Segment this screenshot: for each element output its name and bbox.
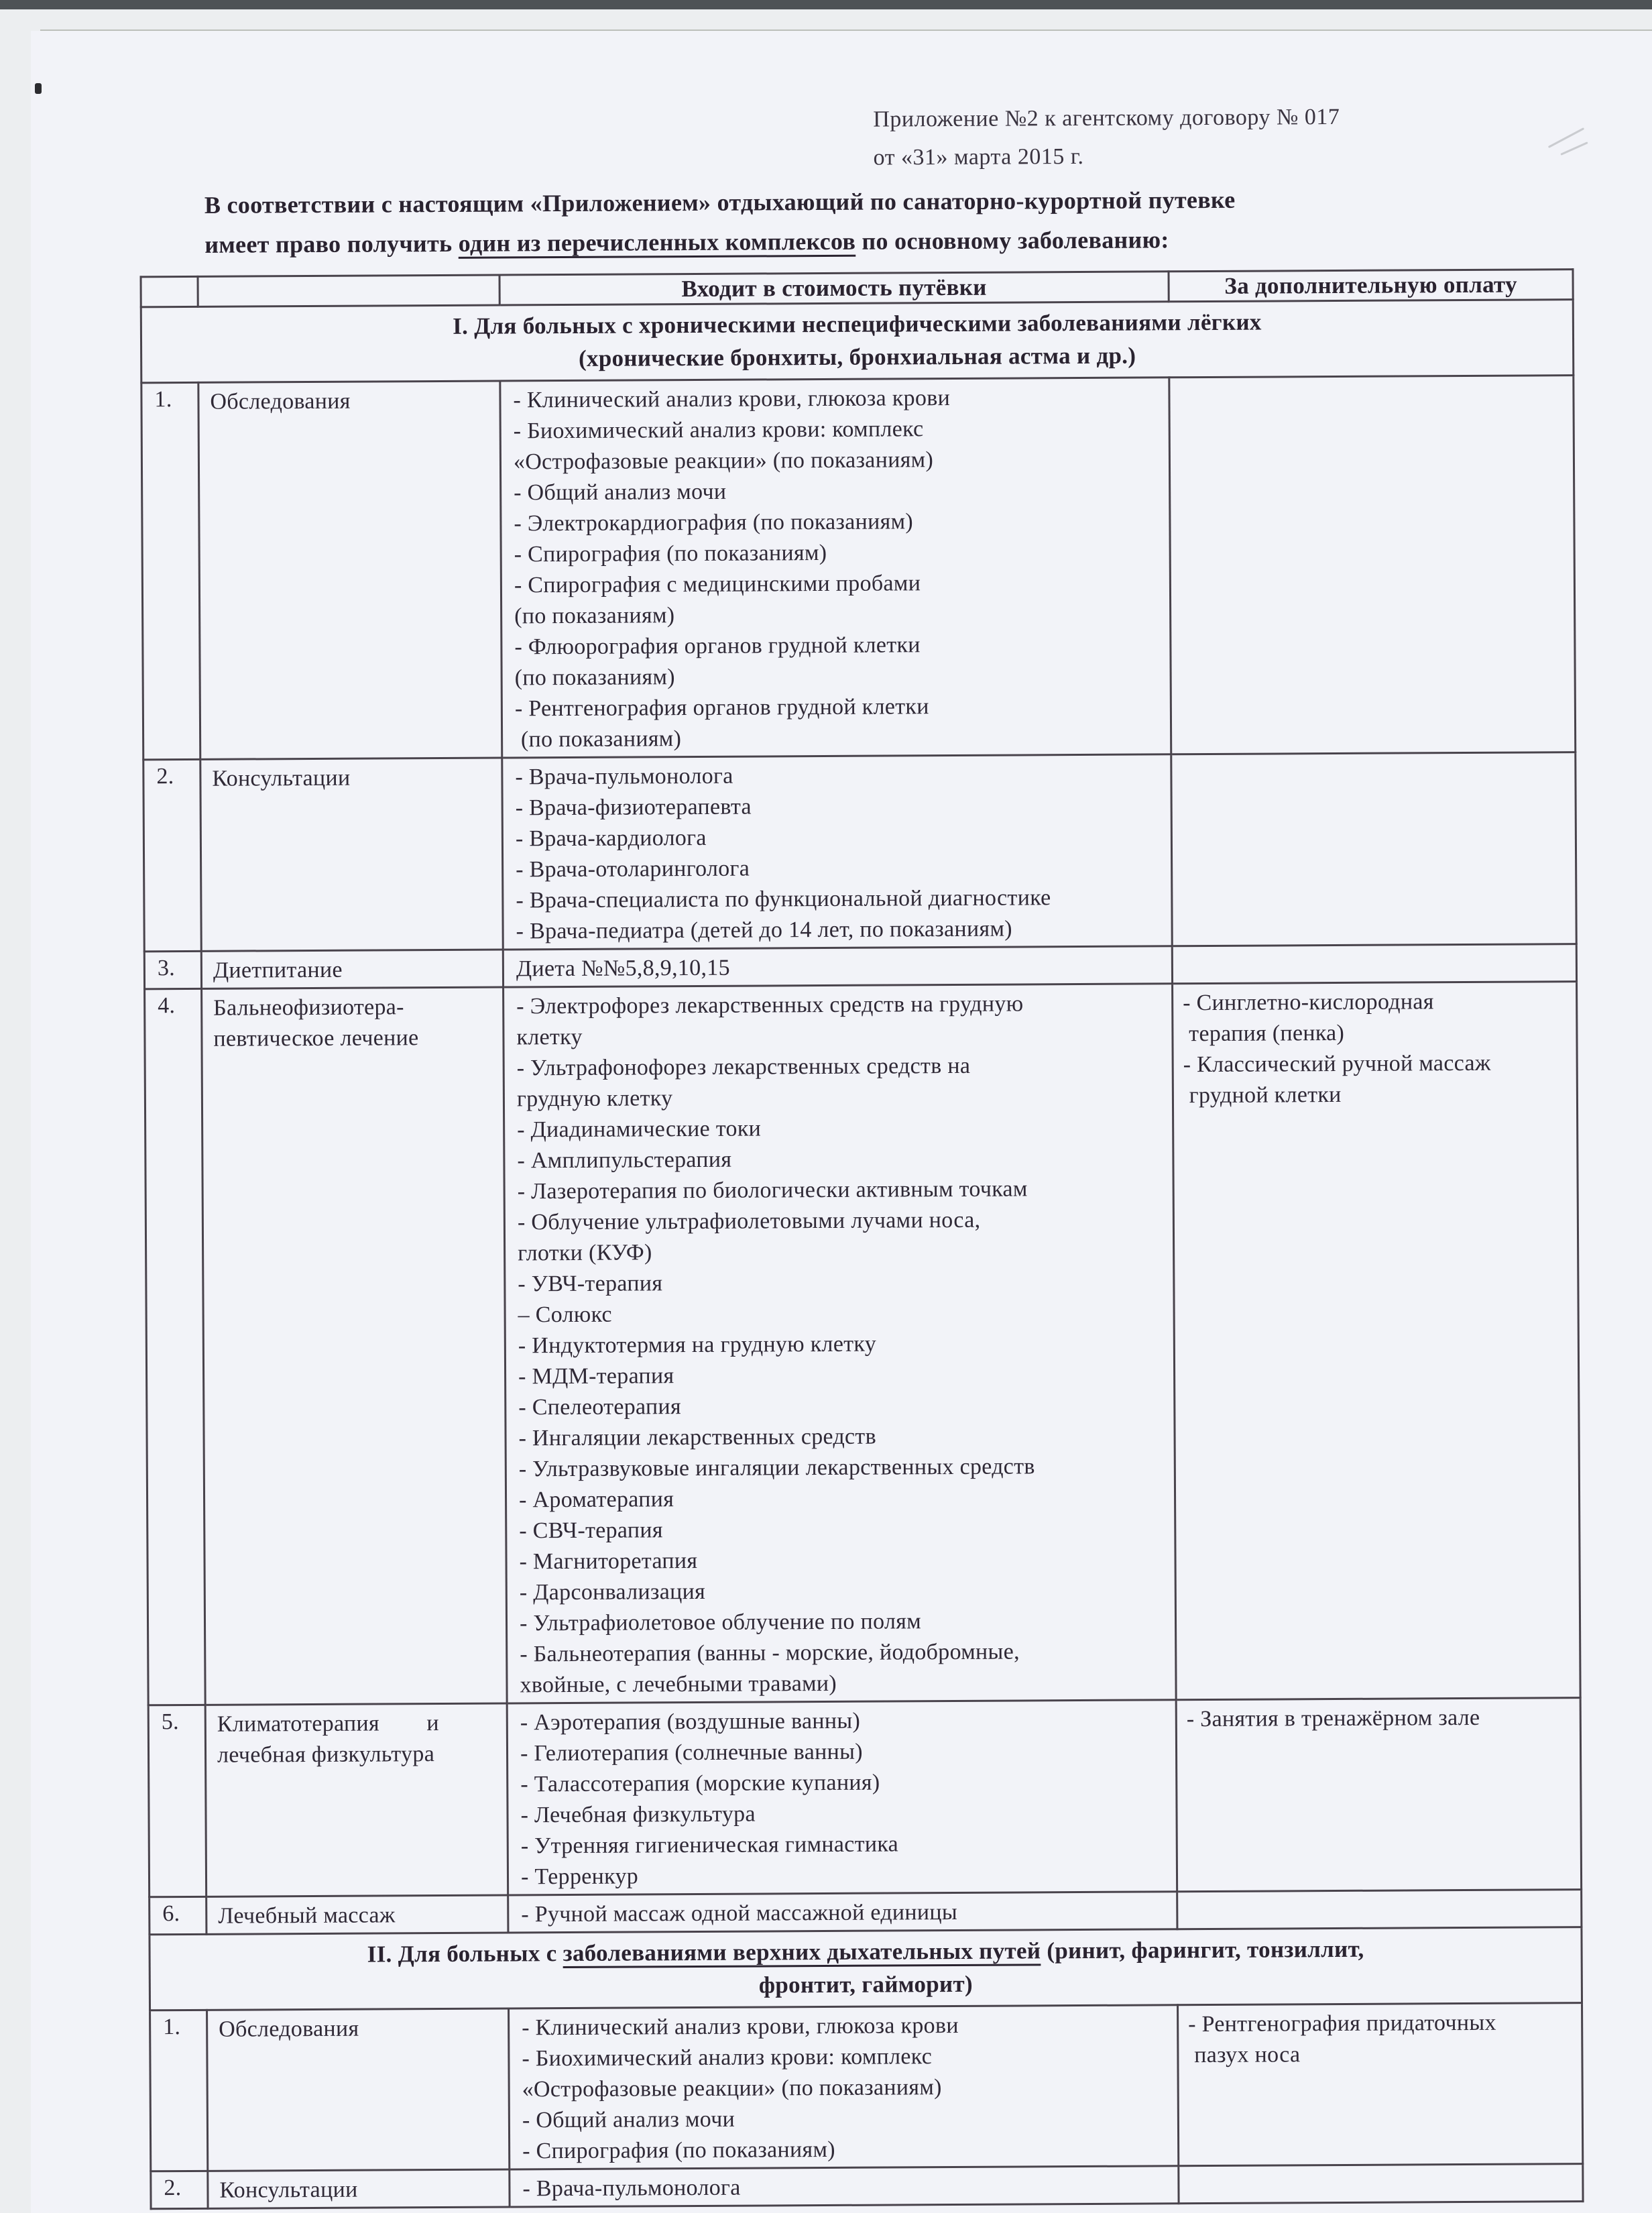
row-category bbox=[206, 1895, 508, 1934]
text-line: - Врача-пульмонолога bbox=[515, 763, 733, 790]
text-line: «Острофазовые реакции» (по показаниям) bbox=[513, 447, 934, 475]
text-line: терапия (пенка) bbox=[1183, 1020, 1345, 1047]
text-line: - Врача-физиотерапевта bbox=[515, 794, 752, 821]
text-line: - Рентгенография придаточных bbox=[1188, 2010, 1496, 2037]
row-included-services bbox=[510, 2166, 1179, 2207]
col-header-paid: За дополнительную оплату bbox=[1169, 270, 1573, 302]
text-line: - Аэротерапия (воздушные ванны) bbox=[520, 1708, 861, 1736]
text-line: Консультации bbox=[212, 765, 351, 791]
text-line: - Спирография с медицинскими пробами bbox=[514, 571, 921, 598]
text-line: Диета №№5,8,9,10,15 bbox=[516, 955, 730, 982]
text-line: Обследования bbox=[210, 388, 351, 414]
intro-line-1: В соответствии с настоящим «Приложением» отдыхающий по санаторно-курортной путевке bbox=[204, 186, 1236, 219]
text-line: - СВЧ-терапия bbox=[519, 1518, 663, 1544]
section-title-line-2: фронтит, гайморит) bbox=[758, 1970, 973, 1998]
text-line: клетку bbox=[516, 1024, 583, 1050]
text-line: - Индуктотермия на грудную клетку bbox=[518, 1331, 877, 1359]
row-category bbox=[207, 2008, 510, 2171]
row-paid-services bbox=[1171, 752, 1576, 946]
row-paid-services bbox=[1176, 1698, 1581, 1892]
row-category bbox=[198, 381, 502, 759]
text-line: - Гелиотерапия (солнечные ванны) bbox=[520, 1739, 863, 1766]
text-line: Бальнеофизиотера- bbox=[213, 995, 404, 1021]
text-line: - Диадинамические токи bbox=[517, 1116, 762, 1143]
row-category bbox=[200, 758, 503, 951]
table-row bbox=[150, 2003, 1583, 2171]
section-title-text: II. Для больных с bbox=[367, 1940, 563, 1968]
table-row bbox=[143, 752, 1576, 952]
text-line: Обследования bbox=[219, 2016, 359, 2042]
row-category bbox=[205, 1703, 508, 1896]
row-number: 4. bbox=[145, 988, 206, 1705]
text-line: - Общий анализ мочи bbox=[522, 2106, 735, 2133]
text-line: - Ароматерапия bbox=[518, 1487, 674, 1513]
table-row bbox=[151, 2164, 1583, 2209]
section-title-underlined: заболеваниями верхних дыхательных путей bbox=[563, 1937, 1041, 1967]
section-title-line-2: (хронические бронхиты, бронхиальная астма и др.) bbox=[578, 342, 1136, 372]
text-line: - Врача-пульмонолога bbox=[522, 2175, 741, 2202]
table-row bbox=[141, 376, 1576, 760]
text-line: - Спелеотерапия bbox=[518, 1394, 681, 1420]
text-line: - Врача-педиатра (детей до 14 лет, по показаниям) bbox=[516, 916, 1012, 944]
text-line: - Электрокардиография (по показаниям) bbox=[514, 509, 914, 536]
text-line: хвойные, с лечебными травами) bbox=[520, 1670, 837, 1698]
row-included-services bbox=[502, 754, 1172, 950]
text-line: - Терренкур bbox=[520, 1864, 639, 1890]
text-line: - Биохимический анализ крови: комплекс bbox=[513, 416, 924, 444]
text-line: - Ручной массаж одной массажной единицы bbox=[521, 1899, 958, 1927]
text-line: «Острофазовые реакции» (по показаниям) bbox=[522, 2075, 942, 2102]
text-line: - Общий анализ мочи bbox=[514, 479, 727, 506]
row-category bbox=[208, 2169, 510, 2208]
section-title bbox=[150, 1927, 1582, 2010]
text-line: - Клинический анализ крови, глюкоза крови bbox=[513, 386, 951, 413]
row-paid-services bbox=[1179, 2164, 1583, 2204]
row-paid-services bbox=[1177, 1890, 1582, 1929]
treatment-packages-table bbox=[140, 268, 1584, 2210]
row-included-services bbox=[509, 2005, 1179, 2169]
section-title bbox=[141, 300, 1574, 383]
row-number: 1. bbox=[150, 2010, 208, 2171]
text-line: - Ультразвуковые ингаляции лекарственных средств bbox=[518, 1454, 1035, 1482]
intro-paragraph bbox=[204, 179, 1492, 265]
text-line: - Амплипульстерапия bbox=[517, 1147, 732, 1174]
document-page bbox=[0, 9, 1652, 2213]
row-included-services bbox=[508, 1892, 1177, 1933]
text-line: - Электрофорез лекарственных средств на грудную bbox=[516, 991, 1024, 1019]
row-included-services bbox=[500, 378, 1171, 758]
text-line: (по показаниям) bbox=[514, 603, 675, 629]
text-line: пазух носа bbox=[1188, 2042, 1301, 2068]
intro-line-2-post: по основному заболеванию: bbox=[856, 226, 1169, 255]
scan-top-edge bbox=[0, 0, 1652, 9]
text-line: Лечебный массаж bbox=[218, 1903, 396, 1929]
row-number: 2. bbox=[151, 2171, 208, 2208]
intro-line-2 bbox=[204, 219, 1492, 265]
text-line: Климатотерапия и bbox=[217, 1711, 439, 1737]
text-line: - Клинический анализ крови, глюкоза крови bbox=[522, 2012, 959, 2041]
document-sheet bbox=[31, 31, 1652, 2213]
text-line: - Лечебная физкультура bbox=[520, 1801, 756, 1828]
text-line: - Биохимический анализ крови: комплекс bbox=[522, 2044, 933, 2072]
row-number: 1. bbox=[141, 382, 200, 759]
text-line: – Солюкс bbox=[518, 1302, 612, 1328]
text-line: - Ингаляции лекарственных средств bbox=[518, 1424, 877, 1451]
text-line: (по показаниям) bbox=[515, 726, 682, 752]
col-header-number bbox=[141, 276, 198, 306]
section-title-row bbox=[141, 300, 1574, 383]
intro-underlined-phrase: один из перечисленных комплексов bbox=[458, 227, 856, 257]
page-inner bbox=[31, 31, 1652, 2213]
row-category bbox=[201, 950, 503, 988]
row-paid-services bbox=[1169, 376, 1576, 754]
row-included-services bbox=[504, 984, 1177, 1703]
text-line: (по показаниям) bbox=[514, 665, 675, 691]
section-title-text: (ринит, фарингит, тонзиллит, bbox=[1041, 1935, 1364, 1964]
row-category bbox=[202, 987, 508, 1705]
text-line: Консультации bbox=[219, 2177, 358, 2203]
text-line: - Флюорография органов грудной клетки bbox=[514, 632, 921, 660]
text-line: грудной клетки bbox=[1183, 1082, 1342, 1109]
col-header-category bbox=[198, 275, 499, 306]
text-line: - Врача-специалиста по функциональной диагностике bbox=[516, 885, 1051, 913]
text-line: - УВЧ-терапия bbox=[518, 1271, 663, 1297]
row-included-services bbox=[507, 1700, 1177, 1895]
table-row bbox=[148, 1698, 1581, 1897]
appendix-header bbox=[873, 98, 1340, 177]
text-line: - Дарсонвализация bbox=[519, 1579, 706, 1605]
text-line: - Синглетно-кислородная bbox=[1183, 989, 1434, 1016]
text-line: - Ультрафиолетовое облучение по полям bbox=[519, 1609, 922, 1636]
text-line: певтическое лечение bbox=[213, 1025, 419, 1052]
text-line: - Магниторетапия bbox=[519, 1548, 698, 1575]
row-paid-services bbox=[1172, 944, 1576, 984]
text-line: - Врача-кардиолога bbox=[515, 825, 707, 852]
text-line: - Рентгенография органов грудной клетки bbox=[514, 694, 929, 722]
row-number: 5. bbox=[148, 1705, 206, 1896]
text-line: - Классический ручной массаж bbox=[1183, 1050, 1491, 1078]
text-line: - Бальнеотерапия (ванны - морские, йодобромные, bbox=[520, 1639, 1020, 1667]
text-line: - Утренняя гигиеническая гимнастика bbox=[520, 1831, 899, 1859]
text-line: - Врача-отоларинголога bbox=[516, 856, 750, 883]
row-number: 2. bbox=[143, 759, 201, 951]
text-line: - МДМ-терапия bbox=[518, 1363, 674, 1389]
col-header-included: Входит в стоимость путёвки bbox=[499, 272, 1169, 305]
text-line: грудную клетку bbox=[516, 1086, 673, 1112]
text-line: глотки (КУФ) bbox=[518, 1240, 652, 1266]
row-paid-services bbox=[1173, 982, 1581, 1700]
appendix-line-2: от «31» марта 2015 г. bbox=[873, 144, 1084, 170]
text-line: лечебная физкультура bbox=[217, 1742, 435, 1768]
appendix-line-1: Приложение №2 к агентскому договору № 017 bbox=[873, 104, 1340, 132]
text-line: - Лазеротерапия по биологически активным точкам bbox=[517, 1176, 1028, 1204]
table-row bbox=[145, 982, 1581, 1705]
text-line: - Облучение ультрафиолетовыми лучами носа, bbox=[517, 1207, 981, 1235]
section-title-row bbox=[150, 1927, 1582, 2010]
text-line: Диетпитание bbox=[213, 957, 343, 983]
intro-line-2-pre: имеет право получить bbox=[204, 229, 459, 258]
text-line: - Ультрафонофорез лекарственных средств на bbox=[516, 1053, 971, 1081]
row-number: 3. bbox=[144, 951, 201, 988]
text-line: - Занятия в тренажёрном зале bbox=[1186, 1705, 1480, 1732]
text-line: - Спирография (по показаниям) bbox=[522, 2137, 835, 2164]
text-line: - Талассотерапия (морские купания) bbox=[520, 1770, 880, 1797]
row-included-services bbox=[503, 946, 1172, 987]
row-number: 6. bbox=[150, 1896, 206, 1934]
row-paid-services bbox=[1178, 2003, 1583, 2166]
text-line: - Спирография (по показаниям) bbox=[514, 540, 827, 567]
section-title-text: I. Для больных с хроническими неспецифическими заболеваниями лёгких bbox=[453, 308, 1262, 339]
